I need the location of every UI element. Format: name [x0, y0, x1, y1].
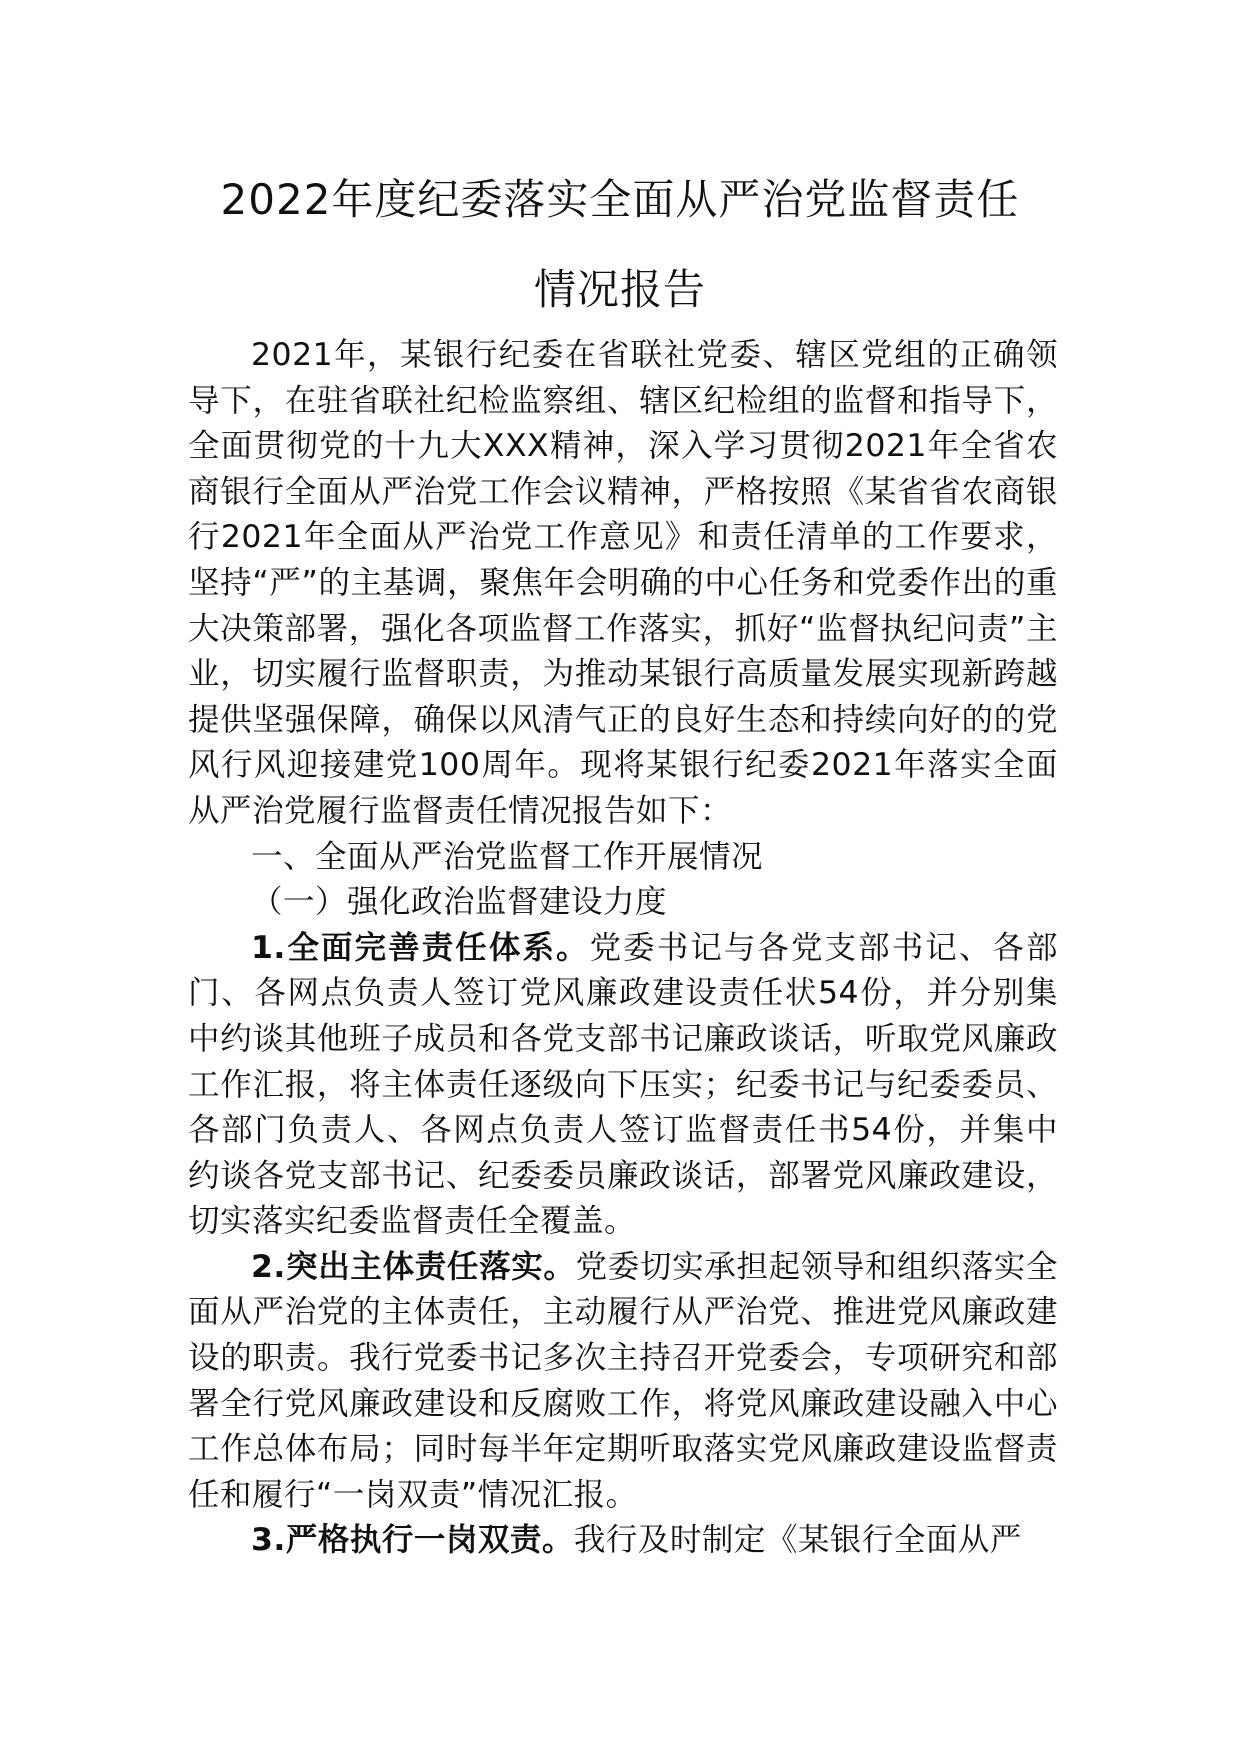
document-title-line-1: 2022年度纪委落实全面从严治党监督责任	[220, 175, 1020, 224]
paragraph-item-lead: 3.严格执行一岗双责。	[251, 1522, 574, 1559]
paragraph-text: 党委切实承担起领导和组织落实全面从严治党的主体责任，主动履行从严治党、推进党风廉政建设的职责。我行党委书记多次主持召开党委会，专项研究和部署全行党风廉政建设和反腐败工作，将党风廉政建设融入中心工作总体布局；同时每半年定期听取落实党风廉政建设监督责任和履行“一岗双责”情况汇报。	[188, 1248, 1058, 1513]
subsection-heading-text: （一）强化政治监督建设力度	[251, 884, 668, 921]
paragraph-item-lead: 2.突出主体责任落实。	[251, 1248, 576, 1285]
paragraph-text: 党委书记与各党支部书记、各部门、各网点负责人签订党风廉政建设责任状54份，并分别集中约谈其他班子成员和各党支部书记廉政谈话，听取党风廉政工作汇报，将主体责任逐级向下压实；纪委书记与纪委委员、各部门负责人、各网点负责人签订监督责任书54份，并集中约谈各党支部书记、纪委委员廉政谈话，部署党风廉政建设，切实落实纪委监督责任全覆盖。	[188, 929, 1058, 1240]
paragraph-text: 2021年，某银行纪委在省联社党委、辖区党组的正确领导下，在驻省联社纪检监察组、辖区纪检组的监督和指导下，全面贯彻党的十九大XXX精神，深入学习贯彻2021年全省农商银行全面从严治党工作会议精神，严格按照《某省省农商银行2021年全面从严治党工作意见》和责任清单的工作要求，坚持“严”的主基调，聚焦年会明确的中心任务和党委作出的重大决策部署，强化各项监督工作落实，抓好“监督执纪问责”主业，切实履行监督职责，为推动某银行高质量发展实现新跨越提供坚强保障，确保以风清气正的良好生态和持续向好的的党风行风迎接建党100周年。现将某银行纪委2021年落实全面从严治党履行监督责任情况报告如下：	[188, 337, 1058, 829]
paragraph-item-2	[188, 1245, 1058, 1519]
section-heading-1	[188, 835, 1058, 881]
paragraph-item-3	[188, 1518, 1058, 1564]
section-heading-text: 一、全面从严治党监督工作开展情况	[251, 838, 764, 875]
paragraph-item-1	[188, 926, 1058, 1245]
paragraph-text: 我行及时制定《某银行全面从严	[573, 1522, 1022, 1559]
paragraph-intro	[188, 333, 1058, 835]
subsection-heading-1	[188, 880, 1058, 926]
document-title-line-2: 情况报告	[533, 265, 706, 314]
paragraph-item-lead: 1.全面完善责任体系。	[251, 929, 590, 966]
document-body	[188, 333, 1058, 1564]
